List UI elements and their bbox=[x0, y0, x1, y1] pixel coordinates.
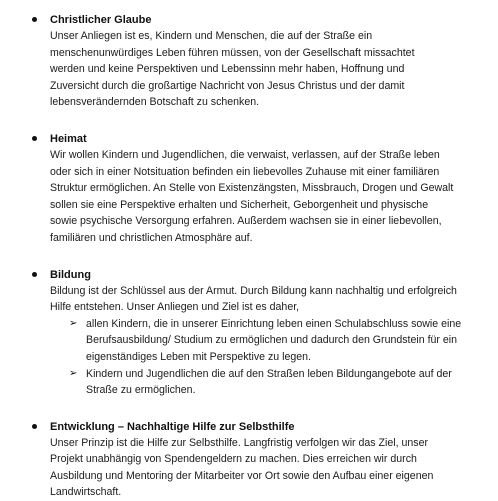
section-bildung bbox=[0, 267, 476, 399]
section-heading: Heimat bbox=[50, 132, 87, 145]
arrow-bullet-icon: ➢ bbox=[69, 317, 78, 329]
list-item bbox=[69, 366, 470, 399]
section-heimat bbox=[0, 131, 455, 247]
section-heading: Bildung bbox=[50, 268, 91, 281]
list-item-text: allen Kindern, die in unserer Einrichtung leben einen Schulabschluss sowie eine Berufsausbildung/ Studium zu ermöglichen und dadurch den Grundstein für ein eigenständiges Leben mit Perspektive zu legen. bbox=[86, 317, 462, 363]
bullet-icon bbox=[32, 136, 37, 141]
list-item-text: Kindern und Jugendlichen die auf den Straßen leben Bildungangebote auf der Straße zu ermöglichen. bbox=[86, 367, 452, 397]
arrow-bullet-icon: ➢ bbox=[69, 367, 78, 379]
section-text: Unser Anliegen ist es, Kindern und Menschen, die auf der Straße ein menschenunwürdiges Leben führen müssen, von der Gesellschaft missachtet werden und keine Perspektiven und Lebenssinn mehr haben, Hoffnung und Zuversicht durch die großartige Nachricht von Jesus Christus und der damit lebensverändernden Botschaft zu schenken. bbox=[50, 30, 415, 109]
sub-list bbox=[0, 316, 476, 399]
section-text: Wir wollen Kindern und Jugendlichen, die verwaist, verlassen, auf der Straße leben oder sich in einer Notsituation befinden ein liebevolles Zuhause mit einer familiären Struktur ermöglichen. An Stelle von Existenzängsten, Missbrauch, Drogen und Gewalt sollen sie eine Perspektive erhalten und Sicherheit, Geborgenheit und physische sowie psychische Versorgung erfahren. Außerdem wachsen sie in einer liebevollen, familiären und christlichen Atmosphäre auf. bbox=[50, 148, 454, 244]
section-heading: Entwicklung – Nachhaltige Hilfe zur Selbsthilfe bbox=[50, 420, 295, 433]
bullet-icon bbox=[32, 17, 37, 22]
section-christlicher-glaube bbox=[0, 12, 440, 111]
section-text: Bildung ist der Schlüssel aus der Armut. Durch Bildung kann nachhaltig und erfolgreich Hilfe entstehen. Unser Anliegen und Ziel ist es daher, bbox=[50, 284, 457, 314]
section-heading: Christlicher Glaube bbox=[50, 14, 152, 26]
section-text: Unser Prinzip ist die Hilfe zur Selbsthilfe. Langfristig verfolgen wir das Ziel, unser Projekt unabhängig von Spendengeldern zu machen. Dies erreichen wir durch Ausbildung und Mentoring der Mitarbeiter vor Ort sowie den Aufbau einer eigenen Landwirtschaft. bbox=[50, 436, 434, 499]
section-entwicklung bbox=[0, 419, 440, 501]
list-item bbox=[69, 316, 470, 366]
bullet-icon bbox=[32, 424, 37, 429]
bullet-icon bbox=[32, 272, 37, 277]
